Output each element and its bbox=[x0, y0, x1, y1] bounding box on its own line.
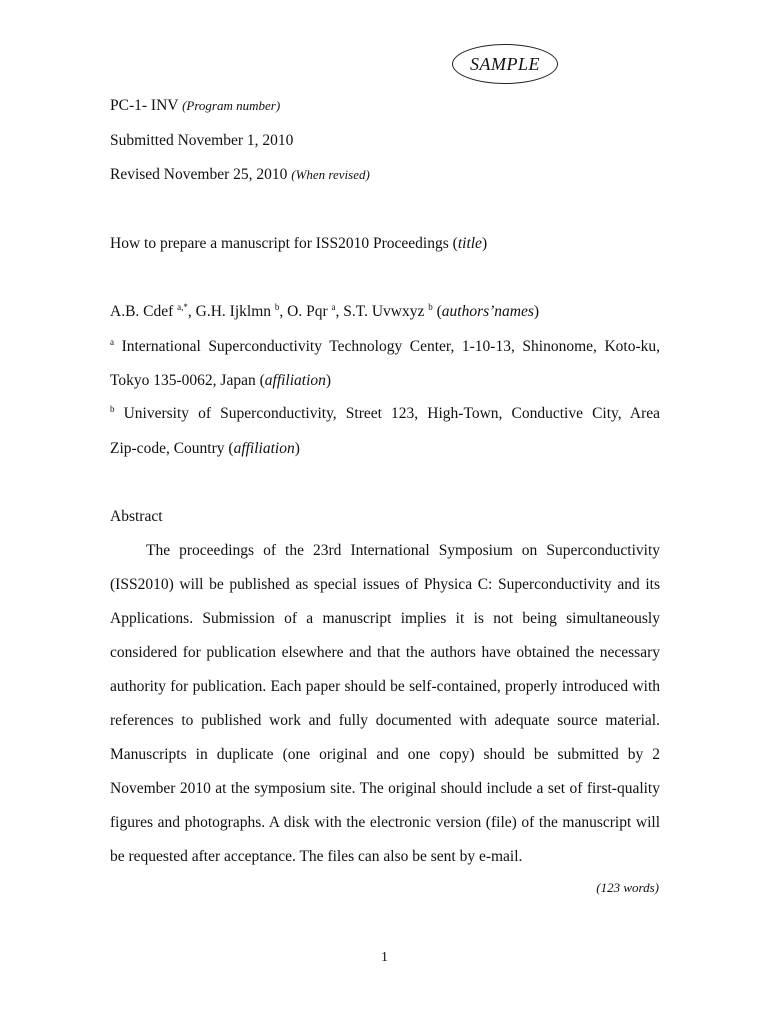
affiliation-b-line-2: Zip-code, Country (affiliation) bbox=[110, 440, 300, 457]
abstract-line: (ISS2010) will be published as special issues of Physica C: Superconductivity and its bbox=[110, 576, 660, 593]
affiliation-a-line-2: Tokyo 135-0062, Japan (affiliation) bbox=[110, 372, 332, 389]
abstract-line: Manuscripts in duplicate (one original and one copy) should be submitted by 2 bbox=[110, 746, 660, 763]
abstract-line: be requested after acceptance. The files can also be sent by e-mail. bbox=[110, 848, 523, 865]
page-number: 1 bbox=[381, 950, 388, 965]
abstract-line: Applications. Submission of a manuscript implies it is not being simultaneously bbox=[110, 610, 660, 627]
abstract-line: considered for publication elsewhere and that the authors have obtained the necessary bbox=[110, 644, 660, 661]
affiliation-a-line-1 bbox=[110, 338, 660, 356]
program-number-note: (Program number) bbox=[182, 98, 281, 113]
affiliation-a-text-2: Tokyo 135-0062, Japan bbox=[110, 372, 256, 389]
affiliation-a-note: affiliation bbox=[264, 372, 326, 389]
program-number: PC-1- INV bbox=[110, 97, 179, 114]
author-3: O. Pqr bbox=[287, 303, 328, 320]
paper-title-line: How to prepare a manuscript for ISS2010 Proceedings (title) bbox=[110, 235, 488, 252]
author-4-affiliation-mark: b bbox=[428, 302, 433, 312]
author-4: S.T. Uvwxyz bbox=[343, 303, 425, 320]
sample-stamp-text: SAMPLE bbox=[470, 53, 540, 74]
abstract-line: figures and photographs. A disk with the electronic version (file) of the manuscript will bbox=[110, 814, 660, 831]
affiliation-b-note: affiliation bbox=[233, 440, 295, 457]
affiliation-b-marker: b bbox=[110, 404, 115, 414]
submitted-date: Submitted November 1, 2010 bbox=[110, 132, 294, 149]
program-number-line bbox=[110, 97, 280, 115]
word-count: (123 words) bbox=[596, 880, 659, 895]
revised-note: (When revised) bbox=[291, 167, 370, 182]
author-3-affiliation-mark: a bbox=[331, 302, 336, 312]
paper-title-note: title bbox=[457, 235, 482, 252]
abstract-line: references to published work and fully documented with adequate source material. bbox=[110, 712, 660, 729]
author-2-affiliation-mark: b bbox=[274, 302, 280, 312]
author-1: A.B. Cdef bbox=[110, 303, 174, 320]
abstract-line: authority for publication. Each paper should be self-contained, properly introduced with bbox=[110, 678, 660, 695]
affiliation-b-text-1: University of Superconductivity, Street 123, High-Town, Conductive City, Area bbox=[123, 405, 661, 422]
paper-title: How to prepare a manuscript for ISS2010 Proceedings bbox=[110, 235, 449, 252]
author-2: G.H. Ijklmn bbox=[195, 303, 272, 320]
affiliation-a-text-1: International Superconductivity Technology Center, 1-10-13, Shinonome, Koto-ku, bbox=[121, 338, 660, 355]
revised-date: Revised November 25, 2010 bbox=[110, 166, 288, 183]
affiliation-a-marker: a bbox=[110, 337, 114, 347]
author-1-affiliation-mark: a,* bbox=[177, 302, 188, 312]
abstract-line: November 2010 at the symposium site. The original should include a set of first-quality bbox=[110, 780, 660, 797]
sample-stamp bbox=[452, 44, 558, 84]
affiliation-b-text-2: Zip-code, Country bbox=[110, 440, 225, 457]
affiliation-b-line-1 bbox=[110, 405, 660, 423]
abstract-heading: Abstract bbox=[110, 508, 163, 525]
authors-line: A.B. Cdef $^{a,*}$, G.H. Ijklmn $^b$, O. Pqr $^a$, S.T. Uvwxyz $^b$ (authors’names) bbox=[110, 302, 540, 320]
abstract-line: The proceedings of the 23rd International Symposium on Superconductivity bbox=[146, 542, 660, 559]
authors-note: authors’names bbox=[441, 303, 534, 320]
revised-line bbox=[110, 166, 370, 184]
